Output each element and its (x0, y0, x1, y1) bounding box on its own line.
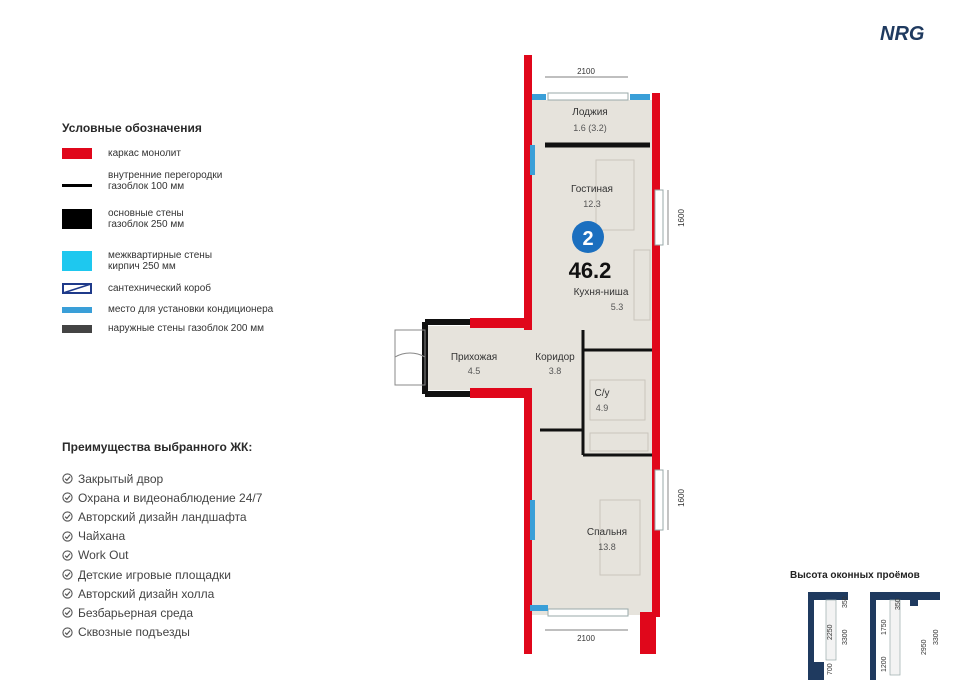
check-circle-icon (62, 492, 73, 503)
room-area-kitchen: 5.3 (610, 302, 624, 312)
check-circle-icon (62, 569, 73, 580)
list-item (62, 565, 262, 584)
advantage-text: Охрана и видеонаблюдение 24/7 (78, 490, 263, 505)
total-area: 46.2 (568, 258, 612, 283)
check-circle-icon (62, 588, 73, 599)
advantages-list (62, 469, 262, 642)
win-right-label: 1750 (881, 619, 888, 635)
dim-bottom: 2100 (577, 634, 595, 643)
dim-top: 2100 (577, 67, 595, 76)
win-left-label: 3300 (842, 629, 849, 645)
legend-item-plumbing-box (62, 283, 211, 294)
legend-item-partitions (62, 170, 223, 192)
advantage-text: Авторский дизайн холла (78, 586, 215, 601)
list-item (62, 584, 262, 603)
check-circle-icon (62, 607, 73, 618)
dim-right-upper: 1600 (677, 209, 686, 227)
legend-swatch-frame (62, 148, 92, 159)
logo-text: NRG (880, 23, 925, 44)
room-area-loggia: 1.6 (3.2) (573, 123, 607, 133)
advantage-text: Чайхана (78, 529, 126, 544)
advantage-text: Work Out (78, 548, 129, 563)
nrg-logo (880, 22, 960, 44)
check-circle-icon (62, 511, 73, 522)
plan-entry-door (395, 330, 425, 385)
rooms-count: 2 (582, 228, 594, 250)
advantage-text: Закрытый двор (78, 471, 164, 486)
legend-label: межквартирные стены (108, 250, 213, 261)
legend-label: наружные стены газоблок 200 мм (108, 323, 264, 334)
legend-label: каркас монолит (108, 148, 181, 159)
advantages-title: Преимущества выбранного ЖК: (62, 440, 253, 454)
legend-item-outer-walls (62, 323, 264, 334)
legend-swatch-plumbing-box (62, 283, 92, 294)
win-right-label: 3300 (933, 629, 940, 645)
floor-plan (380, 55, 700, 655)
win-right-label: 2950 (921, 639, 928, 655)
room-area-corridor: 3.8 (548, 366, 562, 376)
legend-swatch-partitions (62, 184, 92, 187)
room-name-bathroom: С/у (594, 388, 610, 399)
advantage-text: Безбарьерная среда (78, 605, 194, 620)
list-item (62, 603, 262, 622)
legend-item-brick-walls (62, 250, 213, 272)
legend-swatch-brick-walls (62, 251, 92, 271)
room-name-hall: Прихожая (450, 352, 498, 363)
list-item (62, 527, 262, 546)
advantage-text: Сквозные подъезды (78, 625, 190, 640)
advantage-text: Авторский дизайн ландшафта (78, 509, 247, 524)
win-right-label: 350 (895, 598, 902, 610)
room-name-loggia: Лоджия (572, 107, 608, 118)
legend-swatch-ac-place (62, 307, 92, 313)
legend-label: газоблок 250 мм (108, 219, 185, 230)
legend-label: газоблок 100 мм (108, 181, 185, 192)
legend-label: кирпич 250 мм (108, 261, 176, 272)
dim-right-lower: 1600 (677, 489, 686, 507)
win-right-label: 1200 (881, 656, 888, 672)
legend-item-frame (62, 148, 181, 159)
list-item (62, 623, 262, 642)
list-item (62, 546, 262, 565)
list-item (62, 488, 262, 507)
advantage-text: Детские игровые площадки (78, 567, 231, 582)
check-circle-icon (62, 627, 73, 638)
check-circle-icon (62, 550, 73, 561)
room-area-bedroom: 13.8 (598, 542, 616, 552)
list-item (62, 507, 262, 526)
room-area-living: 12.3 (583, 199, 601, 209)
legend-label: внутренние перегородки (108, 170, 223, 181)
check-circle-icon (62, 531, 73, 542)
legend-title: Условные обозначения (62, 121, 202, 135)
legend-item-ac-place (62, 304, 274, 315)
list-item (62, 469, 262, 488)
room-name-kitchen: Кухня-ниша (573, 287, 629, 298)
room-name-corridor: Коридор (535, 352, 575, 363)
legend-label: сантехнический короб (108, 283, 211, 294)
win-left-label: 350 (842, 596, 849, 608)
legend-label: основные стены (108, 208, 184, 219)
legend-label: место для установки кондиционера (108, 304, 274, 315)
legend-item-main-walls (62, 208, 185, 230)
legend-swatch-main-walls (62, 209, 92, 229)
room-name-bedroom: Спальня (586, 527, 628, 538)
win-left-label: 2250 (827, 624, 834, 640)
room-area-hall: 4.5 (467, 366, 481, 376)
room-name-living: Гостиная (571, 184, 613, 195)
room-area-bathroom: 4.9 (595, 403, 609, 413)
win-left-label: 700 (827, 663, 834, 675)
windows-title: Высота оконных проёмов (790, 570, 920, 581)
check-circle-icon (62, 473, 73, 484)
legend-swatch-outer-walls (62, 325, 92, 333)
window-heights-diagram (800, 585, 960, 685)
